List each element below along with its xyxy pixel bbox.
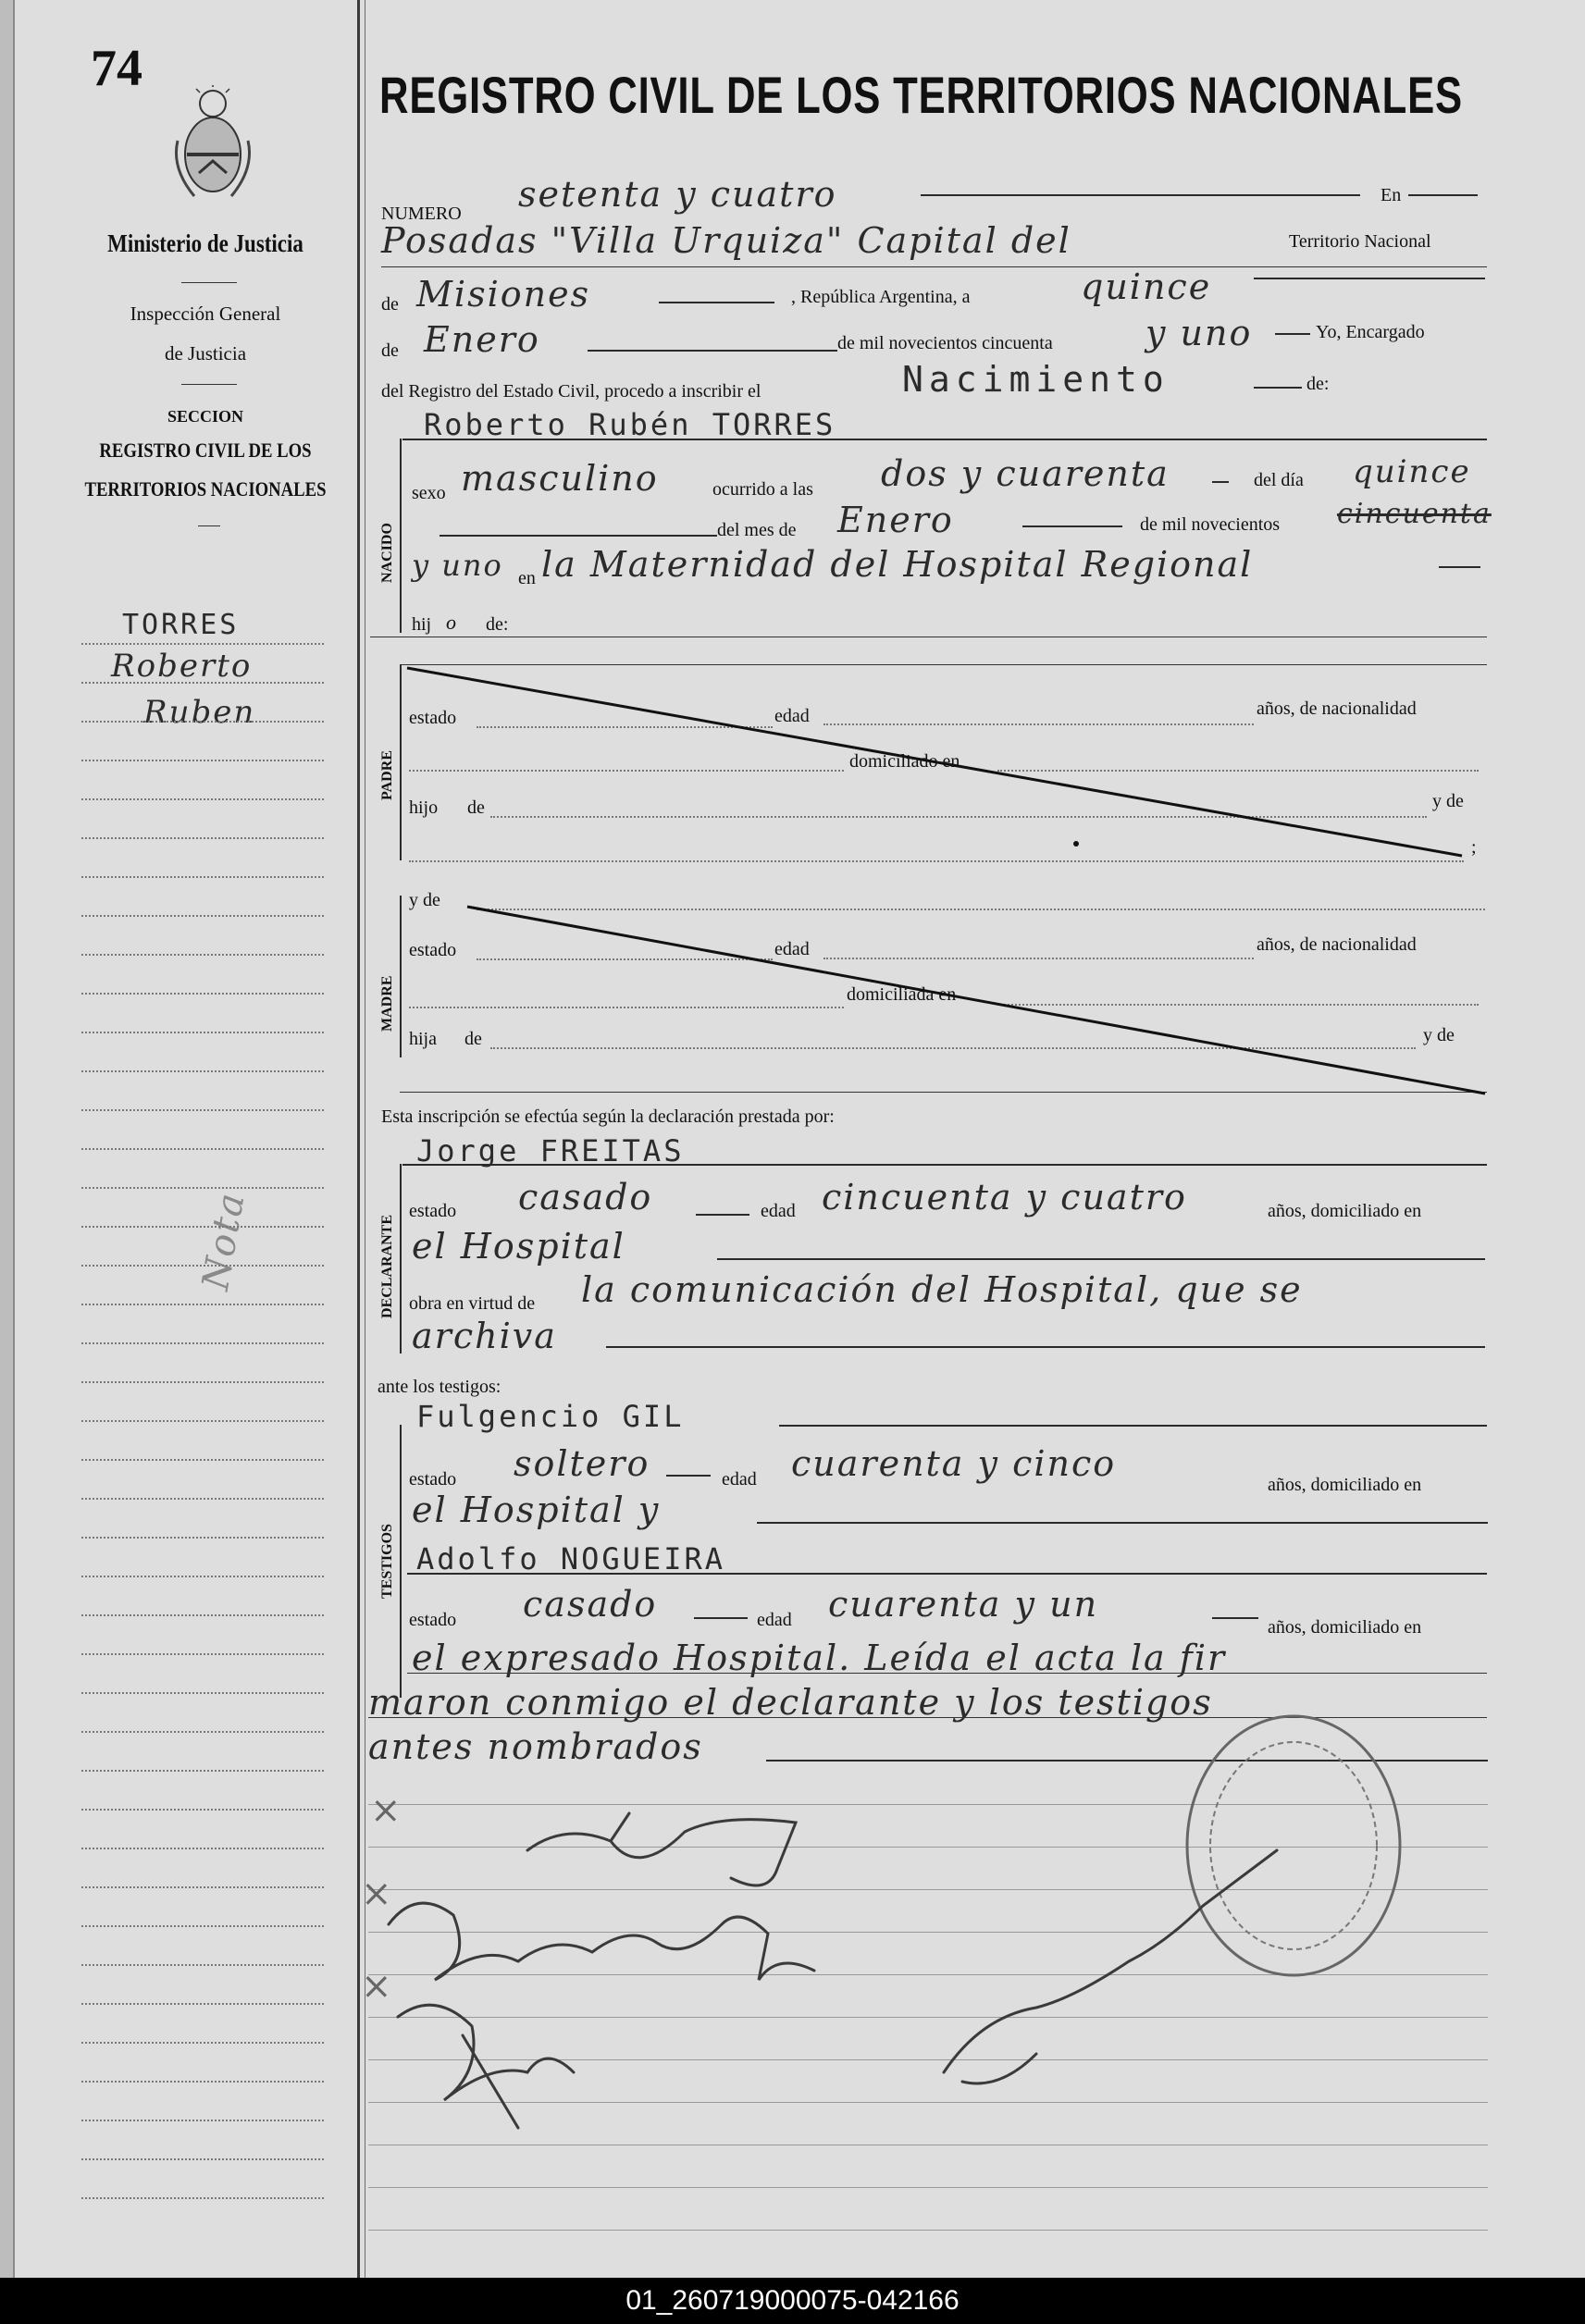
svg-text:×: × — [361, 1873, 392, 1915]
declarante-name-line — [402, 1164, 1487, 1166]
scan-footer-id: 01_260719000075-042166 — [0, 2278, 1585, 2324]
padre-semicolon: ; — [1471, 837, 1477, 858]
annotation-name-1: Roberto — [111, 648, 253, 685]
declarante-estado-label: estado — [409, 1201, 457, 1221]
madre-edad-label: edad — [774, 939, 810, 959]
declarante-domicilio-value: el Hospital — [412, 1226, 625, 1267]
section-label: SECCION — [167, 407, 244, 426]
numero-label: NUMERO — [381, 204, 462, 224]
declarante-estado-line — [696, 1214, 749, 1216]
declarante-obra-value-2: archiva — [412, 1316, 557, 1356]
page-title: REGISTRO CIVIL DE LOS TERRITORIOS NACIONALES — [379, 66, 1463, 124]
yo-label: Yo, Encargado — [1316, 322, 1425, 342]
testigo2-domicilio-line — [407, 1673, 1487, 1674]
nacido-place-value: la Maternidad del Hospital Regional — [541, 544, 1254, 585]
year-label: de mil novecientos cincuenta — [837, 333, 1053, 353]
madre-hija-label: hija — [409, 1029, 437, 1049]
testigo1-name: Fulgencio GIL — [416, 1399, 685, 1434]
territory-value: Misiones — [416, 274, 591, 315]
registro-label: del Registro del Estado Civil, procedo a inscribir el — [381, 381, 762, 402]
testigo2-name: Adolfo NOGUEIRA — [416, 1541, 725, 1576]
padre-edad-label: edad — [774, 706, 810, 726]
declarante-anos-label: años, domiciliado en — [1268, 1201, 1422, 1221]
section-line-1: REGISTRO CIVIL DE LOS — [99, 439, 312, 462]
closing-line-2: antes nombrados — [368, 1726, 703, 1767]
month-value: Enero — [424, 319, 540, 360]
padre-de-label: de — [467, 797, 485, 818]
testigo1-edad-label: edad — [722, 1469, 757, 1490]
mes-label: del mes de — [717, 520, 797, 540]
ministry-title: Ministerio de Justicia — [107, 229, 303, 257]
de-label-2: de — [381, 340, 399, 361]
act-type-value: Nacimiento — [902, 359, 1170, 400]
declarante-edad-value: cincuenta y cuatro — [822, 1177, 1187, 1218]
annotation-surname: TORRES — [122, 609, 240, 641]
page-number: 74 — [91, 40, 142, 97]
republica-label: , República Argentina, a — [791, 287, 971, 307]
numero-value: setenta y cuatro — [518, 174, 837, 215]
declarante-section-label: DECLARANTE — [379, 1214, 395, 1318]
madre-yde-label: y de — [409, 890, 440, 910]
hour-value: dos y cuarenta — [881, 453, 1170, 494]
dia-label: del día — [1254, 470, 1304, 490]
testigo2-edad-line — [1212, 1617, 1258, 1619]
day-value: quince — [1081, 266, 1212, 307]
declarante-domicilio-line — [717, 1258, 1485, 1260]
de-label: de — [381, 294, 399, 315]
testigo2-estado-value: casado — [523, 1584, 658, 1625]
hijo-label-a: hij — [412, 614, 432, 635]
declarante-obra-label: obra en virtud de — [409, 1293, 536, 1314]
padre-estado-label: estado — [409, 708, 457, 728]
svg-text:×: × — [370, 1795, 402, 1832]
testigo2-domicilio-value: el expresado Hospital. Leída el acta la fir — [412, 1638, 1227, 1678]
padre-domicilio-label: domiciliado en — [849, 751, 960, 772]
testigo1-estado-label: estado — [409, 1469, 457, 1490]
testigo2-name-line — [407, 1573, 1487, 1575]
declarante-intro: Esta inscripción se efectúa según la declaración prestada por: — [381, 1106, 835, 1127]
padre-yde-label: y de — [1432, 791, 1464, 811]
mil-label: de mil novecientos — [1140, 514, 1281, 535]
madre-yde2-label: y de — [1423, 1025, 1455, 1045]
inspection-line-2: de Justicia — [164, 342, 247, 365]
annotation-name-2: Ruben — [143, 694, 256, 731]
closing-line-1: maron conmigo el declarante y los testigos — [368, 1682, 1213, 1723]
testigo2-edad-label: edad — [757, 1610, 792, 1630]
nacido-name-value: Roberto Rubén TORRES — [424, 407, 836, 442]
yuno-value: y uno — [412, 548, 503, 583]
madre-section-label: MADRE — [379, 975, 395, 1032]
mes-value: Enero — [837, 500, 954, 540]
place-value: Posadas "Villa Urquiza" Capital del — [381, 220, 1071, 261]
year-value: y uno — [1145, 313, 1253, 353]
padre-hijo-label: hijo — [409, 797, 439, 818]
testigo1-name-line — [779, 1425, 1487, 1427]
sexo-value: masculino — [461, 458, 659, 499]
testigo2-anos-label: años, domiciliado en — [1268, 1617, 1422, 1638]
nacido-section-label: NACIDO — [379, 523, 395, 583]
testigo1-estado-line — [666, 1475, 711, 1477]
declarante-estado-value: casado — [518, 1177, 653, 1218]
dia-value: quince — [1353, 453, 1471, 490]
declarante-obra-line — [606, 1346, 1485, 1348]
nacido-en-label: en — [518, 568, 536, 588]
testigo2-estado-label: estado — [409, 1610, 457, 1630]
testigos-section-label: TESTIGOS — [379, 1524, 395, 1599]
en-label: En — [1381, 185, 1402, 205]
de-colon: de: — [1306, 374, 1330, 394]
inspection-line-1: Inspección General — [130, 303, 281, 325]
madre-de-label: de — [464, 1029, 482, 1049]
hijo-label-b: de: — [486, 614, 509, 635]
testigos-bracket — [400, 1425, 402, 1698]
lower-ruled-line — [368, 2187, 1488, 2188]
testigo1-edad-value: cuarenta y cinco — [791, 1443, 1117, 1484]
madre-estado-label: estado — [409, 940, 457, 960]
signatures-drawing — [333, 1795, 1517, 2183]
madre-domicilio-label: domiciliada en — [847, 984, 957, 1005]
section-line-2: TERRITORIOS NACIONALES — [84, 477, 327, 501]
testigo2-estado-line — [694, 1617, 748, 1619]
testigo2-edad-value: cuarenta y un — [828, 1584, 1099, 1625]
sexo-label: sexo — [412, 483, 446, 503]
testigo1-domicilio-line — [757, 1522, 1488, 1524]
hijo-value: o — [446, 611, 456, 634]
ocurrido-label: ocurrido a las — [712, 479, 813, 500]
vertical-note: Nota — [194, 1188, 254, 1293]
testigos-intro: ante los testigos: — [378, 1377, 502, 1397]
testigo1-anos-label: años, domiciliado en — [1268, 1475, 1422, 1495]
declarante-edad-label: edad — [761, 1201, 796, 1221]
lower-ruled-line — [368, 2230, 1488, 2231]
declarante-obra-value: la comunicación del Hospital, que se — [581, 1269, 1303, 1310]
padre-section-label: PADRE — [379, 750, 395, 800]
svg-text:×: × — [361, 1965, 392, 2008]
testigo1-domicilio-value: el Hospital y — [412, 1490, 661, 1530]
padre-anos-label: años, de nacionalidad — [1257, 698, 1417, 719]
testigo1-estado-value: soltero — [514, 1443, 650, 1484]
declarante-bracket — [400, 1164, 402, 1354]
madre-anos-label: años, de nacionalidad — [1257, 934, 1417, 955]
territorio-label: Territorio Nacional — [1289, 231, 1431, 252]
mil-value: cincuenta — [1337, 498, 1492, 530]
declarante-name-value: Jorge FREITAS — [416, 1133, 685, 1168]
